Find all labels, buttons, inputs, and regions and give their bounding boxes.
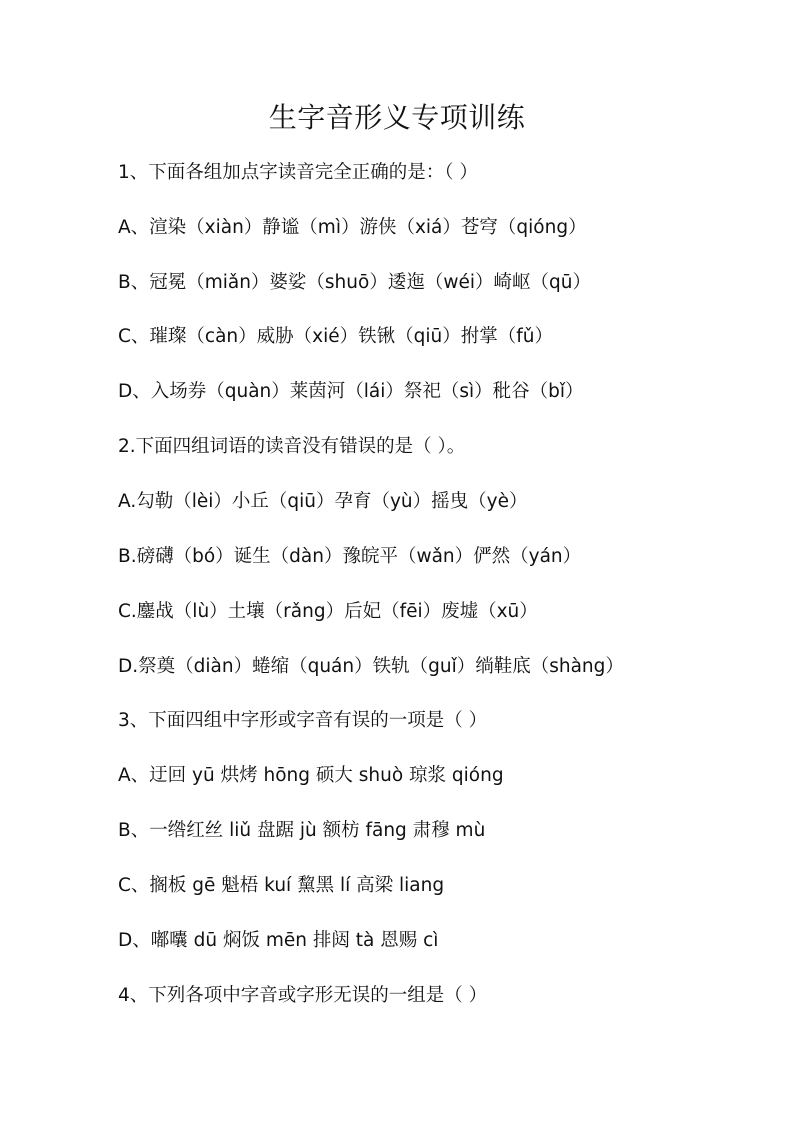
question-2-stem: 2.下面四组词语的读音没有错误的是（ ）。 bbox=[118, 436, 466, 457]
question-2-option-c: C.鏖战（lù）土壤（rǎng）后妃（fēi）废墟（xū） bbox=[118, 601, 538, 622]
question-1-option-a: A、渲染（xiàn）静谧（mì）游侠（xiá）苍穹（qióng） bbox=[118, 217, 587, 238]
question-2-option-d: D.祭奠（diàn）蜷缩（quán）铁轨（guǐ）绱鞋底（shàng） bbox=[118, 656, 624, 677]
question-3-option-c: C、搁板 gē 魁梧 kuí 黧黑 lí 高梁 liang bbox=[118, 875, 445, 896]
question-2-option-a: A.勾勒（lèi）小丘（qiū）孕育（yù）摇曳（yè） bbox=[118, 491, 528, 512]
question-1-option-d: D、入场券（quàn）莱茵河（lái）祭祀（sì）秕谷（bǐ） bbox=[118, 381, 584, 402]
question-1-option-b: B、冠冕（miǎn）婆娑（shuō）逶迤（wéi）崎岖（qū） bbox=[118, 272, 591, 293]
question-3-option-a: A、迂回 yū 烘烤 hōng 硕大 shuò 琼浆 qióng bbox=[118, 765, 504, 786]
document-title: 生字音形义专项训练 bbox=[268, 101, 526, 134]
question-3-stem: 3、下面四组中字形或字音有误的一项是（ ） bbox=[118, 710, 488, 731]
question-3-option-d: D、嘟囔 dū 焖饭 mēn 排闼 tà 恩赐 cì bbox=[118, 930, 439, 951]
question-3-option-b: B、一绺红丝 liǔ 盘踞 jù 额枋 fāng 肃穆 mù bbox=[118, 820, 486, 841]
question-1-option-c: C、璀璨（càn）威胁（xié）铁锹（qiū）拊掌（fǔ） bbox=[118, 326, 553, 347]
question-1-stem: 1、下面各组加点字读音完全正确的是：（ ） bbox=[118, 162, 478, 183]
question-2-option-b: B.磅礴（bó）诞生（dàn）豫皖平（wǎn）俨然（yán） bbox=[118, 546, 582, 567]
question-4-stem: 4、下列各项中字音或字形无误的一组是（ ） bbox=[118, 985, 488, 1006]
